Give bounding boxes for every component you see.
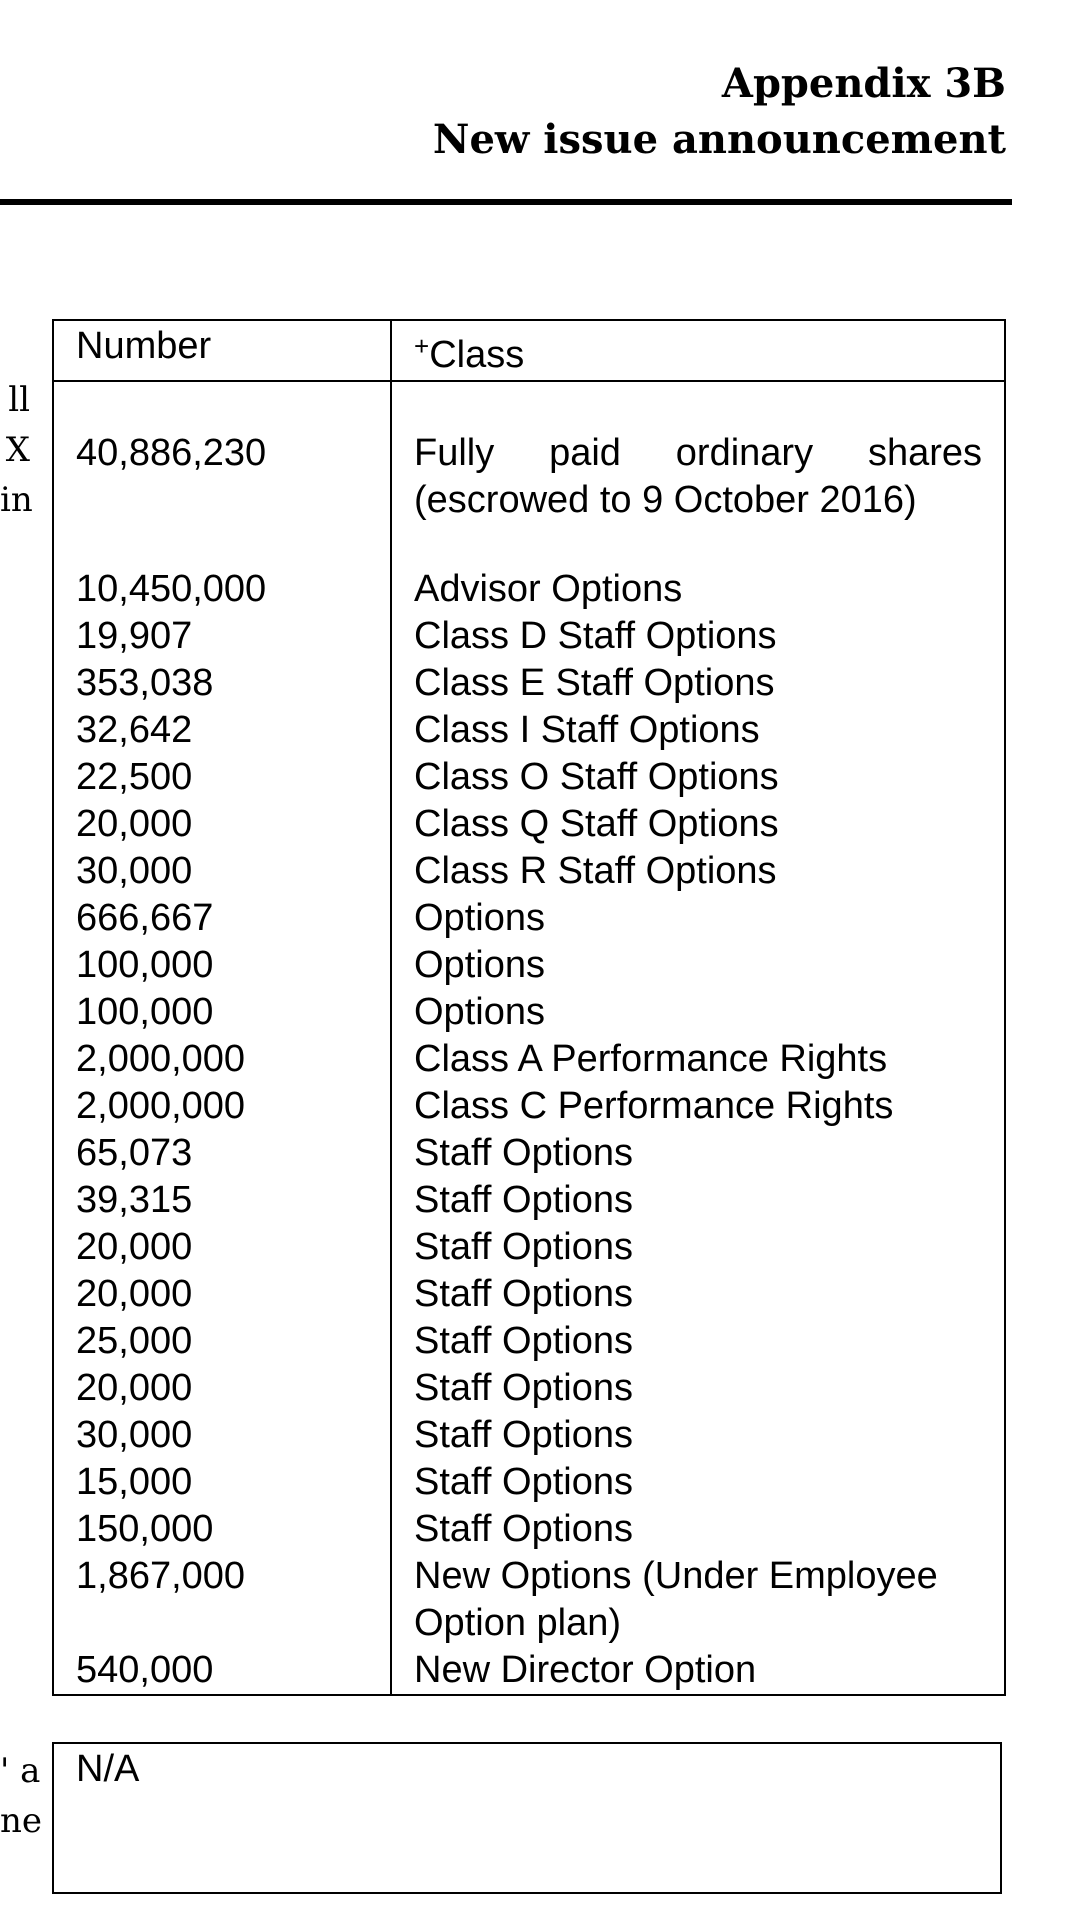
- table-row: [53, 1459, 1005, 1506]
- table-row: [53, 754, 1005, 801]
- na-text: N/A: [76, 1748, 140, 1790]
- security-number: 40,886,230: [53, 381, 391, 524]
- security-class: Staff Options: [391, 1412, 1005, 1459]
- security-number: 20,000: [53, 1365, 391, 1412]
- security-number: 20,000: [53, 801, 391, 848]
- margin-fragment: X: [5, 430, 30, 470]
- security-class: Staff Options: [391, 1177, 1005, 1224]
- security-number: 39,315: [53, 1177, 391, 1224]
- margin-fragment: in: [0, 480, 33, 520]
- security-class: Class R Staff Options: [391, 848, 1005, 895]
- margin-fragment: ne: [0, 1801, 43, 1841]
- table-row: [53, 1365, 1005, 1412]
- security-number: 353,038: [53, 660, 391, 707]
- table-row: [53, 1318, 1005, 1365]
- table-row: [53, 1130, 1005, 1177]
- security-class: Advisor Options: [391, 524, 1005, 613]
- table-row: [53, 1553, 1005, 1647]
- margin-fragment: ll: [8, 380, 30, 420]
- left-margin-text-1: [0, 375, 33, 525]
- security-class: Options: [391, 942, 1005, 989]
- table-row: [53, 707, 1005, 754]
- security-class: Class E Staff Options: [391, 660, 1005, 707]
- class-column-header: [391, 320, 1005, 381]
- class-header-label: Class: [429, 334, 525, 376]
- header-divider: [0, 199, 1012, 205]
- table-row: [53, 895, 1005, 942]
- security-number: 32,642: [53, 707, 391, 754]
- security-number: 20,000: [53, 1224, 391, 1271]
- document-header: [433, 56, 1006, 168]
- security-class: Fully paid ordinary shares (escrowed to 9 October 2016): [391, 381, 1005, 524]
- security-number: 19,907: [53, 613, 391, 660]
- security-class: Class C Performance Rights: [391, 1083, 1005, 1130]
- table-row: [53, 1083, 1005, 1130]
- document-title: Appendix 3B: [721, 60, 1006, 107]
- table-row: [53, 1647, 1005, 1695]
- table-row: [53, 801, 1005, 848]
- table-row: [53, 942, 1005, 989]
- table-row: [53, 660, 1005, 707]
- security-class: Staff Options: [391, 1506, 1005, 1553]
- table-row: [53, 989, 1005, 1036]
- security-number: 10,450,000: [53, 524, 391, 613]
- security-number: 20,000: [53, 1271, 391, 1318]
- security-class: Options: [391, 895, 1005, 942]
- margin-fragment: ' a: [0, 1751, 41, 1791]
- security-class: Class A Performance Rights: [391, 1036, 1005, 1083]
- table-row: [53, 381, 1005, 524]
- security-number: 666,667: [53, 895, 391, 942]
- security-number: 25,000: [53, 1318, 391, 1365]
- table-row: [53, 1224, 1005, 1271]
- security-class: Staff Options: [391, 1224, 1005, 1271]
- security-class: Staff Options: [391, 1459, 1005, 1506]
- security-number: 2,000,000: [53, 1036, 391, 1083]
- security-number: 22,500: [53, 754, 391, 801]
- security-class: Staff Options: [391, 1130, 1005, 1177]
- security-class: Staff Options: [391, 1365, 1005, 1412]
- securities-table: [52, 319, 1006, 1696]
- table-row: [53, 1412, 1005, 1459]
- class-plus-marker: +: [414, 331, 430, 361]
- left-margin-text-2: [0, 1746, 43, 1846]
- security-class: New Director Option: [391, 1647, 1005, 1695]
- table-row: [53, 1271, 1005, 1318]
- security-number: 150,000: [53, 1506, 391, 1553]
- table-row: [53, 1506, 1005, 1553]
- security-number: 30,000: [53, 1412, 391, 1459]
- security-class: Options: [391, 989, 1005, 1036]
- security-number: 15,000: [53, 1459, 391, 1506]
- security-number: 30,000: [53, 848, 391, 895]
- document-subtitle: New issue announcement: [432, 116, 1006, 163]
- table-row: [53, 613, 1005, 660]
- security-number: 65,073: [53, 1130, 391, 1177]
- security-class: Class Q Staff Options: [391, 801, 1005, 848]
- security-class: Staff Options: [391, 1318, 1005, 1365]
- table-row: [53, 524, 1005, 613]
- table-row: [53, 1177, 1005, 1224]
- security-number: 1,867,000: [53, 1553, 391, 1647]
- security-number: 100,000: [53, 942, 391, 989]
- security-class: Class D Staff Options: [391, 613, 1005, 660]
- security-number: 2,000,000: [53, 1083, 391, 1130]
- security-number: 100,000: [53, 989, 391, 1036]
- table-header-row: [53, 320, 1005, 381]
- na-answer-box: [52, 1742, 1002, 1894]
- table-row: [53, 1036, 1005, 1083]
- security-class: Class I Staff Options: [391, 707, 1005, 754]
- security-class: New Options (Under Employee Option plan): [391, 1553, 1005, 1647]
- table-row: [53, 848, 1005, 895]
- security-number: 540,000: [53, 1647, 391, 1695]
- security-class: Class O Staff Options: [391, 754, 1005, 801]
- number-column-header: Number: [53, 320, 391, 381]
- security-class: Staff Options: [391, 1271, 1005, 1318]
